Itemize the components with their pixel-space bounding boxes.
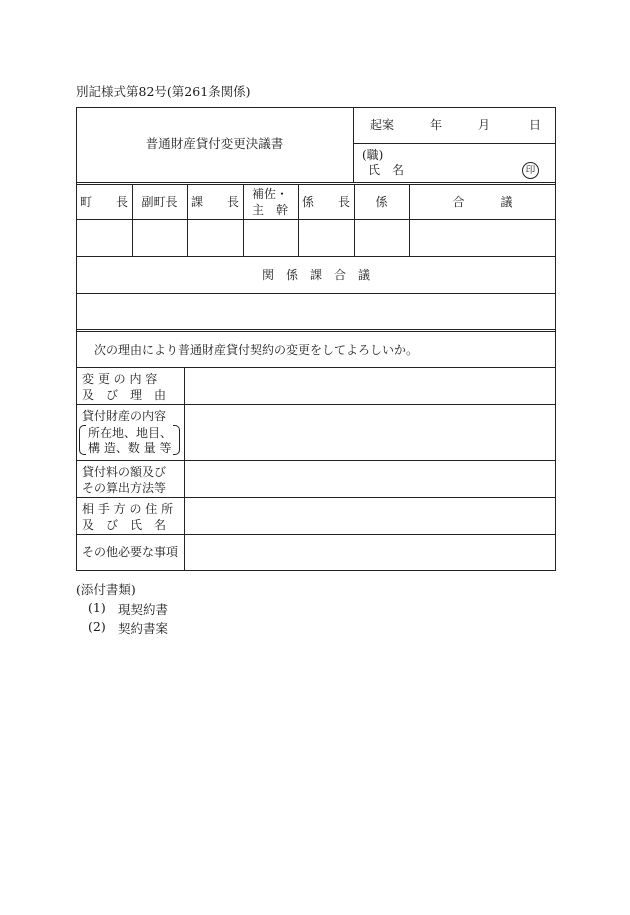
- item-row-divider: [76, 497, 556, 498]
- item-change-details-line1: 変 更 の 内 容: [82, 372, 158, 386]
- approver-assistant-line2: 主 幹: [252, 203, 289, 217]
- item-counterparty-line2: 及 び 氏 名: [82, 518, 167, 532]
- draft-year-label: 年: [430, 118, 443, 132]
- item-property-line1: 貸付財産の内容: [82, 409, 167, 423]
- approver-staff: 係: [375, 195, 388, 209]
- approver-council: 合 議: [452, 195, 513, 209]
- right-bracket-icon: [173, 425, 180, 455]
- draft-divider: [353, 143, 556, 144]
- form-number-heading: 別記様式第82号(第261条関係): [76, 84, 251, 99]
- form-border-top: [76, 107, 556, 108]
- attachments-title: (添付書類): [76, 582, 136, 597]
- title-bottom-line-2: [76, 184, 556, 185]
- item-label-divider: [184, 367, 185, 571]
- item-rent-line1: 貸付料の額及び: [82, 465, 167, 479]
- item-row-divider: [76, 534, 556, 535]
- item-row-divider: [76, 460, 556, 461]
- consultation-bottom-line-2: [76, 331, 556, 332]
- draft-month-label: 月: [478, 118, 491, 132]
- request-statement: 次の理由により普通財産貸付契約の変更をしてよろしいか。: [94, 343, 419, 357]
- consultation-bottom-line-1: [76, 329, 556, 330]
- consultation-label: 関 係 課 合 議: [261, 268, 370, 282]
- approver-unit-chief: 係 長: [301, 195, 350, 209]
- attachment-1-text: 現契約書: [118, 602, 169, 617]
- approver-header-divider: [76, 219, 556, 220]
- approver-col-line: [354, 184, 355, 257]
- title-divider: [353, 107, 354, 183]
- item-other-matters: その他必要な事項: [82, 545, 179, 559]
- statement-divider: [76, 367, 556, 368]
- approver-col-line: [243, 184, 244, 257]
- approver-assistant-line1: 補佐・: [252, 187, 289, 201]
- approver-col-line: [187, 184, 188, 257]
- form-border-bottom: [76, 570, 556, 571]
- form-title: 普通財産貸付変更決議書: [145, 136, 284, 151]
- approver-col-line: [409, 184, 410, 257]
- approver-stamp-divider: [76, 256, 556, 257]
- consultation-divider: [76, 293, 556, 294]
- approver-col-line: [298, 184, 299, 257]
- approver-col-line: [132, 184, 133, 257]
- left-bracket-icon: [79, 425, 86, 455]
- attachment-2-number: (2): [88, 619, 106, 634]
- attachment-1-number: (1): [88, 600, 106, 615]
- item-counterparty-line1: 相 手 方 の 住 所: [82, 502, 174, 516]
- seal-mark-icon: 印: [522, 162, 539, 179]
- approver-mayor: 町 長: [79, 195, 128, 209]
- item-property-line3: 構 造、数 量 等: [88, 441, 172, 455]
- approver-deputy-mayor: 副町長: [141, 195, 178, 209]
- position-label: (職): [362, 148, 384, 162]
- form-border-left: [76, 107, 77, 571]
- draft-label: 起案: [370, 118, 395, 132]
- item-row-divider: [76, 404, 556, 405]
- attachment-2-text: 契約書案: [118, 621, 169, 636]
- item-change-details-line2: 及 び 理 由: [82, 388, 167, 402]
- draft-day-label: 日: [529, 118, 542, 132]
- form-border-right: [555, 107, 556, 571]
- title-bottom-line-1: [76, 182, 556, 183]
- item-property-line2: 所在地、地目、: [88, 426, 173, 440]
- resolution-form: [76, 107, 556, 571]
- name-label: 氏 名: [368, 163, 405, 177]
- item-rent-line2: その算出方法等: [82, 481, 167, 495]
- approver-section-chief: 課 長: [190, 195, 239, 209]
